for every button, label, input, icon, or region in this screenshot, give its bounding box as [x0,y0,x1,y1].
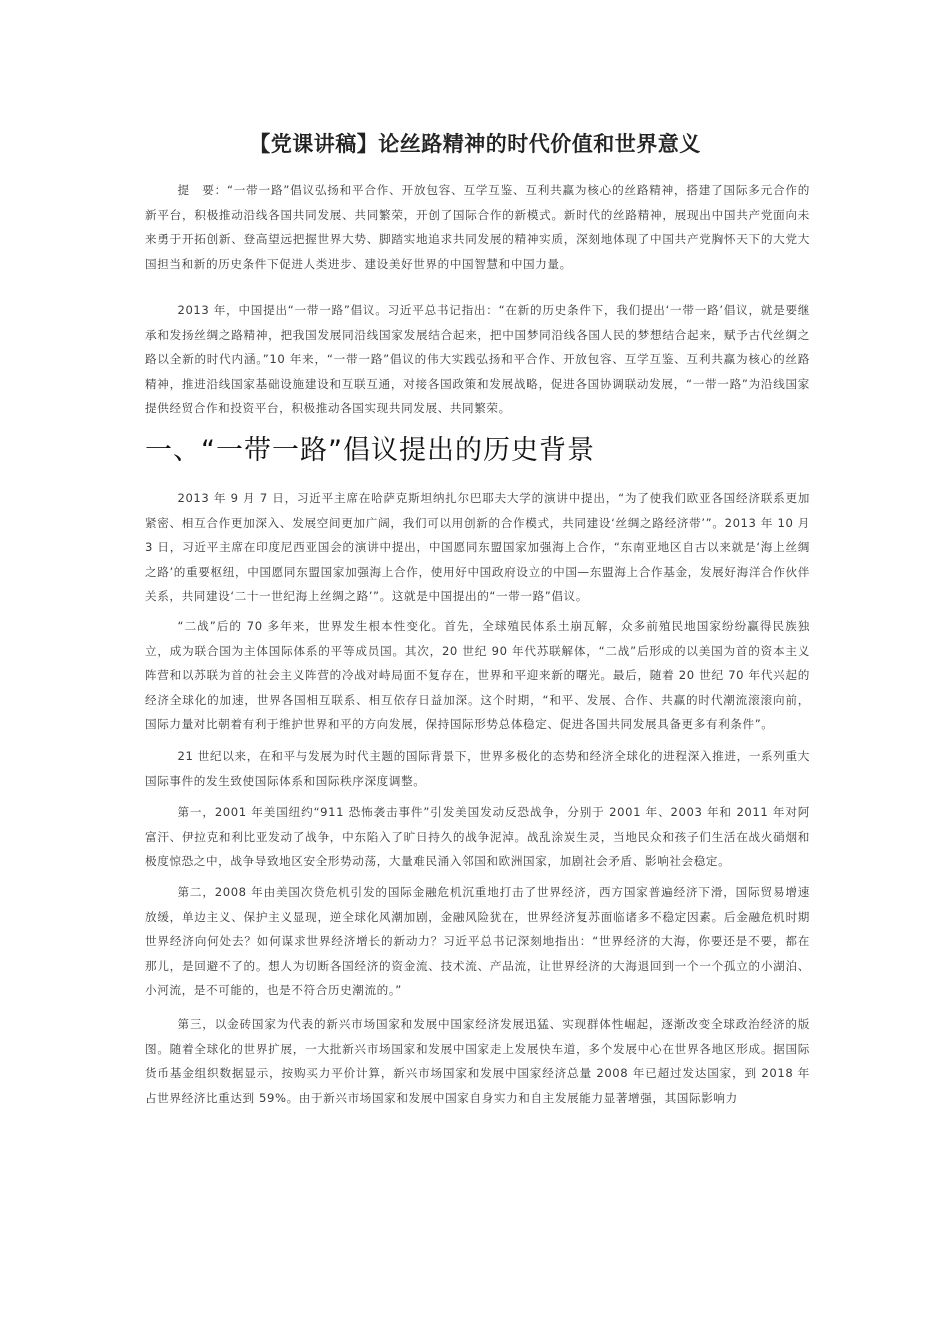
section-paragraph-5: 第二，2008 年由美国次贷危机引发的国际金融危机沉重地打击了世界经济，西方国家普遍经济下滑，国际贸易增速放缓，单边主义、保护主义显现，逆全球化风潮加剧，金融风险犹在，世界经济复苏面临诸多不稳定因素。后金融危机时期世界经济向何处去？如何谋求世界经济增长的新动力？习近平总书记深刻地指出：“世界经济的大海，你要还是不要，都在那儿，是回避不了的。想人为切断各国经济的资金流、技术流、产品流，让世界经济的大海退回到一个一个孤立的小湖泊、小河流，是不可能的，也是不符合历史潮流的。” [145,885,810,997]
abstract-paragraph: 提 要：“一带一路”倡议弘扬和平合作、开放包容、互学互鉴、互利共赢为核心的丝路精神，搭建了国际多元合作的新平台，积极推动沿线各国共同发展、共同繁荣，开创了国际合作的新模式。新时代的丝路精神，展现出中国共产党面向未来勇于开拓创新、登高望远把握世界大势、脚踏实地追求共同发展的精神实质，深刻地体现了中国共产党胸怀天下的大党大国担当和新的历史条件下促进人类进步、建设美好世界的中国智慧和中国力量。 [145,183,810,271]
section-heading: 一、“一带一路”倡议提出的历史背景 [145,435,595,466]
section-paragraph-4: 第一，2001 年美国纽约“911 恐怖袭击事件”引发美国发动反恐战争，分别于 2001 年、2003 年和 2011 年对阿富汗、伊拉克和利比亚发动了战争，中东陷入了旷日持久的战争泥淖。战乱涂炭生灵，当地民众和孩子们生活在战火硝烟和极度惊恐之中，战争导致地区安全形势动荡，大量难民涌入邻国和欧洲国家，加剧社会矛盾、影响社会稳定。 [145,805,810,868]
section-paragraph-3: 21 世纪以来，在和平与发展为时代主题的国际背景下，世界多极化的态势和经济全球化的进程深入推进，一系列重大国际事件的发生致使国际体系和国际秩序深度调整。 [145,749,810,788]
section-paragraph-2: “二战”后的 70 多年来，世界发生根本性变化。首先，全球殖民体系土崩瓦解，众多前殖民地国家纷纷赢得民族独立，成为联合国为主体国际体系的平等成员国。其次，20 世纪 90 年代苏联解体，“二战”后形成的以美国为首的资本主义阵营和以苏联为首的社会主义阵营的冷战对峙局面不复存在，世界和平迎来新的曙光。最后，随着 20 世纪 70 年代兴起的经济全球化的加速，世界各国相互联系、相互依存日益加深。这个时期，“和平、发展、合作、共赢的时代潮流滚滚向前，国际力量对比朝着有利于维护世界和平的方向发展，保持国际形势总体稳定、促进各国共同发展具备更多有利条件”。 [145,619,810,731]
document-title: 【党课讲稿】论丝路精神的时代价值和世界意义 [249,132,701,156]
intro-paragraph: 2013 年，中国提出“一带一路”倡议。习近平总书记指出：“在新的历史条件下，我们提出‘一带一路’倡议，就是要继承和发扬丝绸之路精神，把我国发展同沿线国家发展结合起来，把中国梦同沿线各国人民的梦想结合起来，赋予古代丝绸之路以全新的时代内涵。”10 年来，“一带一路”倡议的伟大实践弘扬和平合作、开放包容、互学互鉴、互利共赢为核心的丝路精神，推进沿线国家基础设施建设和互联互通，对接各国政策和发展战略，促进各国协调联动发展，“一带一路”为沿线国家提供经贸合作和投资平台，积极推动各国实现共同发展、共同繁荣。 [145,303,810,415]
section-paragraph-1: 2013 年 9 月 7 日，习近平主席在哈萨克斯坦纳扎尔巴耶夫大学的演讲中提出，“为了使我们欧亚各国经济联系更加紧密、相互合作更加深入、发展空间更加广阔，我们可以用创新的合作模式，共同建设‘丝绸之路经济带’”。2013 年 10 月 3 日，习近平主席在印度尼西亚国会的演讲中提出，中国愿同东盟国家加强海上合作，“东南亚地区自古以来就是‘海上丝绸之路’的重要枢纽，中国愿同东盟国家加强海上合作，使用好中国政府设立的中国—东盟海上合作基金，发展好海洋合作伙伴关系，共同建设‘二十一世纪海上丝绸之路’”。这就是中国提出的“一带一路”倡议。 [145,491,810,603]
section-paragraph-6: 第三，以金砖国家为代表的新兴市场国家和发展中国家经济发展迅猛、实现群体性崛起，逐渐改变全球政治经济的版图。随着全球化的世界扩展，一大批新兴市场国家和发展中国家走上发展快车道，多个发展中心在世界各地区形成。据国际货币基金组织数据显示，按购买力平价计算，新兴市场国家和发展中国家经济总量 2008 年已超过发达国家，到 2018 年占世界经济比重达到 59%。由于新兴市场国家和发展中国家自身实力和自主发展能力显著增强，其国际影响力 [145,1017,810,1105]
